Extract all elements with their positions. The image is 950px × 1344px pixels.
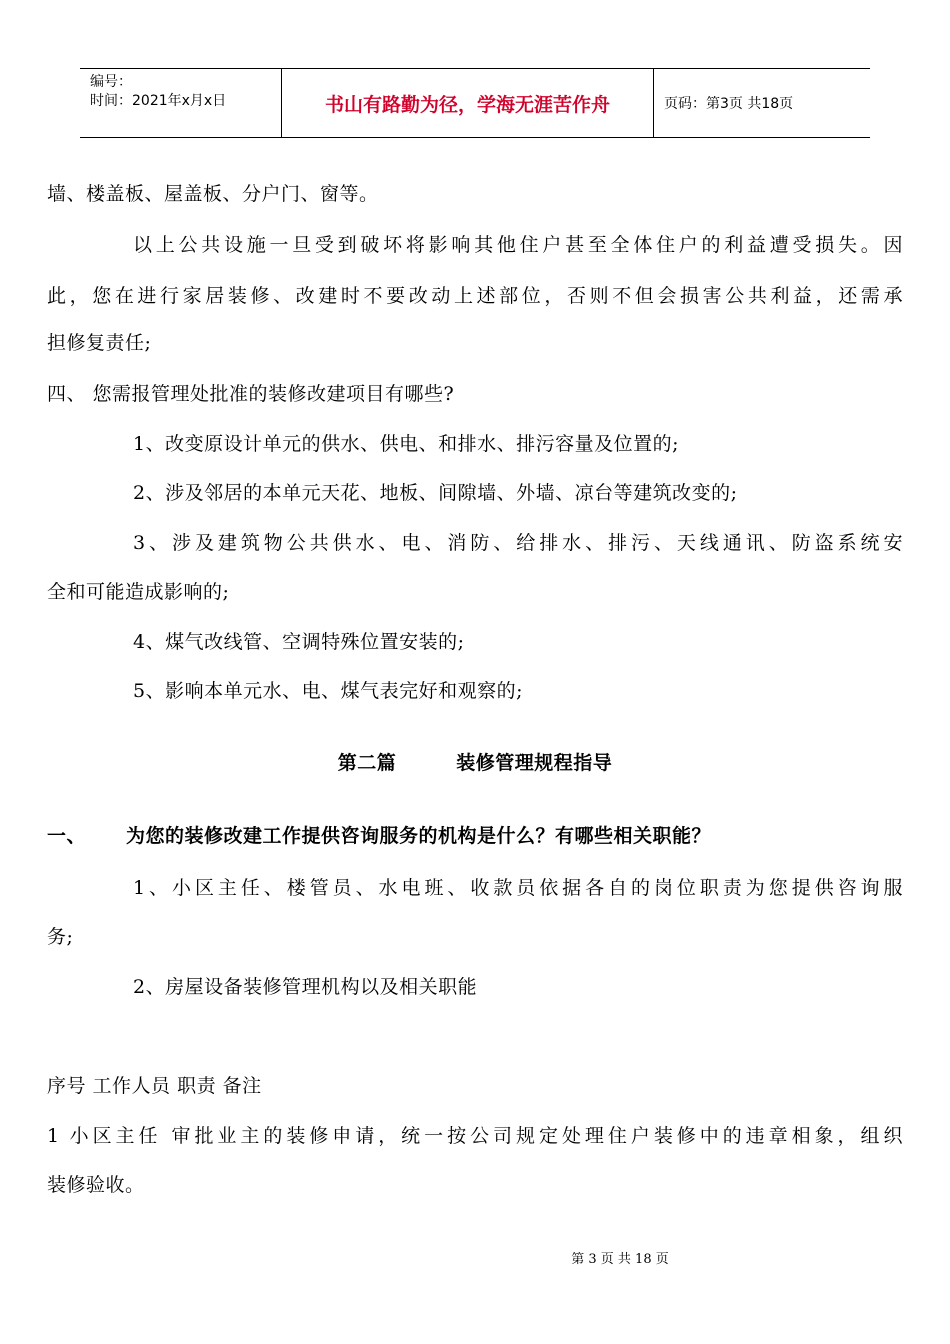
header-motto: 书山有路勤为径，学海无涯苦作舟 xyxy=(282,69,654,137)
table-row-1-cont: 装修验收。 xyxy=(47,1174,145,1196)
page-footer: 第 3 页 共 18 页 xyxy=(571,1252,669,1267)
q4-item-2: 2、涉及邻居的本单元天花、地板、间隙墙、外墙、凉台等建筑改变的; xyxy=(133,482,738,504)
number-label: 编号： xyxy=(90,74,132,90)
chapter-number: 第二篇 xyxy=(337,752,397,774)
header-page-info: 页码：第3页 共18页 xyxy=(664,96,794,112)
page-header xyxy=(80,68,870,138)
q4-item-4: 4、煤气改线管、空调特殊位置安装的; xyxy=(133,631,465,653)
body-line-1: 墙、楼盖板、屋盖板、分户门、窗等。 xyxy=(47,183,379,205)
question-4: 四、 您需报管理处批准的装修改建项目有哪些? xyxy=(47,383,455,405)
table-header: 序号 工作人员 职责 备注 xyxy=(47,1075,262,1097)
para1-line-1: 以上公共设施一旦受到破坏将影响其他住户甚至全体住户的利益遭受损失。因 xyxy=(133,234,903,256)
section-1-item-2: 2、房屋设备装修管理机构以及相关职能 xyxy=(133,976,478,998)
q4-item-5: 5、影响本单元水、电、煤气表完好和观察的; xyxy=(133,680,523,702)
section-1-item-1-cont: 务; xyxy=(47,926,74,948)
q4-item-3-cont: 全和可能造成影响的; xyxy=(47,581,230,603)
section-1-title: 为您的装修改建工作提供咨询服务的机构是什么？有哪些相关职能？ xyxy=(126,825,712,847)
chapter-heading xyxy=(47,751,903,775)
section-1-number: 一、 xyxy=(47,825,87,847)
q4-item-1: 1、改变原设计单元的供水、供电、和排水、排污容量及位置的; xyxy=(133,433,679,455)
para1-line-3: 担修复责任; xyxy=(47,332,152,354)
table-row-1: 1 小区主任 审批业主的装修申请，统一按公司规定处理住户装修中的违章相象，组织 xyxy=(47,1125,903,1147)
section-1-heading xyxy=(47,824,903,848)
section-1-item-1: 1、小区主任、楼管员、水电班、收款员依据各自的岗位职责为您提供咨询服 xyxy=(133,877,903,899)
para1-line-2: 此，您在进行家居装修、改建时不要改动上述部位，否则不但会损害公共利益，还需承 xyxy=(47,285,903,307)
header-meta xyxy=(80,69,282,137)
q4-item-3: 3、涉及建筑物公共供水、电、消防、给排水、排污、天线通讯、防盗系统安 xyxy=(133,532,903,554)
chapter-title: 装修管理规程指导 xyxy=(456,752,613,774)
time-label: 时间：2021年x月x日 xyxy=(90,93,227,109)
